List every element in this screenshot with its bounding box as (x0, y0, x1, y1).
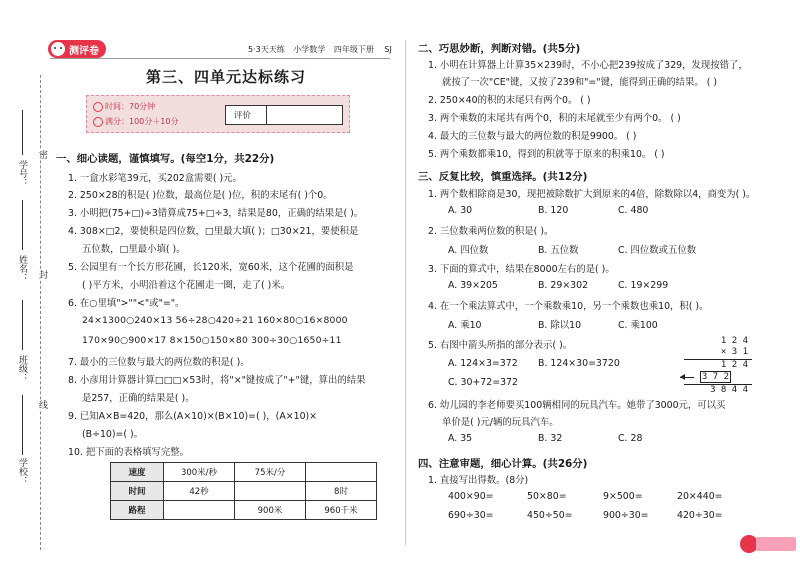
sec3-title: 三、反复比较，慎重选择。(共12分) (418, 171, 588, 183)
sec3-q3-opt-a[interactable]: A. 39×205 (448, 280, 498, 291)
sec2-q2[interactable]: 2. 250×40的积的末尾只有两个0。 ( ) (428, 95, 591, 106)
calc-item[interactable]: 420÷30= (677, 510, 723, 521)
table-cell: 42秒 (164, 482, 235, 501)
sec3-q2[interactable]: 2. 三位数乘两位数的积是( )。 (428, 226, 554, 237)
sec3-q4[interactable]: 4. 在一个乘法算式中，一个乘数乘10，另一个乘数也乘10，积( )。 (428, 301, 709, 312)
time-limit: 时间：70分钟 (105, 102, 156, 111)
sec2-q4[interactable]: 4. 最大的三位数与最大的两位数的积是9900。 ( ) (428, 131, 637, 142)
calc-item[interactable]: 690÷30= (448, 510, 494, 521)
sec3-q2-opt-c[interactable]: C. 四位数或五位数 (618, 245, 697, 256)
label-name: 姓名： (17, 255, 27, 282)
info-box (86, 95, 350, 133)
table-row (111, 482, 377, 501)
sec1-q9-line1[interactable]: 9. 已知A×B=420，那么(A×10)×(B×10)=( )，(A×10)× (68, 411, 318, 422)
mascot-icon (50, 41, 66, 57)
sec1-q6-row1[interactable]: 24×1300○240×13 56÷28○420÷21 160×80○16×8000 (82, 315, 348, 326)
sec1-q4-line2[interactable]: 五位数，□里最小填( )。 (82, 244, 186, 255)
table-cell-header: 路程 (111, 501, 164, 520)
calc-item[interactable]: 20×440= (677, 491, 723, 502)
sec3-q1-opt-c[interactable]: C. 480 (618, 205, 649, 216)
speed-time-distance-table (110, 462, 377, 520)
field-name[interactable] (22, 200, 23, 250)
logo-badge (48, 40, 106, 58)
table-cell: 300米/秒 (164, 463, 235, 482)
sec3-q6-line2[interactable]: 单价是( )元/辆的玩具汽车。 (442, 417, 559, 428)
sec3-q5-opt-c[interactable]: C. 30+72=372 (448, 377, 518, 388)
sec3-q3-opt-b[interactable]: B. 29×302 (538, 280, 589, 291)
table-row (111, 501, 377, 520)
table-row (111, 463, 377, 482)
table-cell-blank[interactable] (306, 463, 377, 482)
sec4-title: 四、注意审题，细心计算。(共26分) (418, 458, 588, 470)
clock-icon (93, 102, 103, 112)
header-edition: SJ (384, 45, 392, 54)
sec3-q6-opt-c[interactable]: C. 28 (618, 433, 643, 444)
sec3-q4-opt-a[interactable]: A. 乘10 (448, 320, 482, 331)
calc-item[interactable]: 50×80= (527, 491, 567, 502)
sec3-q3-opt-c[interactable]: C. 19×299 (618, 280, 669, 291)
field-class[interactable] (22, 300, 23, 350)
sec1-q8-line2[interactable]: 是257，正确的结果是( )。 (82, 393, 195, 404)
sec3-q6-opt-b[interactable]: B. 32 (538, 433, 563, 444)
sec3-q6-opt-a[interactable]: A. 35 (448, 433, 473, 444)
header-series: 5·3天天练 (248, 45, 285, 54)
table-cell: 8时 (306, 482, 377, 501)
table-cell-blank[interactable] (235, 482, 306, 501)
sec1-q4-line1[interactable]: 4. 308×□2，要使积是四位数，□里最大填( )；□30×21，要使积是 (68, 226, 359, 237)
calc-item[interactable]: 400×90= (448, 491, 494, 502)
header-meta (248, 44, 392, 55)
binding-line (40, 75, 41, 550)
sec2-q5[interactable]: 5. 两个乘数都乘10，得到的积就等于原来的积乘10。 ( ) (428, 149, 665, 160)
label-number: 学号： (17, 160, 27, 187)
logo-text: 测评卷 (69, 46, 99, 57)
sec1-q1[interactable]: 1. 一盒水彩笔39元，买202盒需要( )元。 (68, 173, 242, 184)
label-class: 班级： (17, 355, 27, 382)
sec3-q4-opt-b[interactable]: B. 除以10 (538, 320, 582, 331)
sec1-q8-line1[interactable]: 8. 小彦用计算器计算□□□×53时，将"×"键按成了"+"键，算出的结果 (68, 375, 366, 386)
calc-item[interactable]: 900÷30= (603, 510, 649, 521)
sec1-q6: 6. 在○里填">""<"或"="。 (68, 298, 185, 309)
full-score: 满分：100分＋10分 (105, 117, 179, 126)
sec2-q1-line2[interactable]: 就按了一次"CE"键，又按了239和"="键，能得到正确的结果。 ( ) (442, 77, 717, 88)
table-cell: 960千米 (306, 501, 377, 520)
sec3-q2-opt-b[interactable]: B. 五位数 (538, 245, 579, 256)
sec1-title: 一、细心读题，谨慎填写。(每空1分，共22分) (56, 153, 275, 165)
sec1-q10: 10. 把下面的表格填写完整。 (68, 447, 190, 458)
grade-field[interactable] (267, 106, 342, 124)
field-number[interactable] (22, 110, 23, 155)
table-cell-header: 速度 (111, 463, 164, 482)
header-rule (50, 58, 390, 59)
calc-item[interactable]: 450÷50= (527, 510, 573, 521)
grade-label: 评价 (234, 111, 252, 121)
seal-char-3: 线 (37, 400, 47, 409)
calc-item[interactable]: 9×500= (603, 491, 643, 502)
page-title: 第三、四单元达标练习 (146, 68, 307, 86)
header-grade: 四年级下册 (333, 45, 374, 54)
calc-line-2: × 3 1 (720, 347, 748, 357)
sec2-q1-line1: 1. 小明在计算器上计算35×239时，不小心把239按成了329，发现按错了， (428, 60, 748, 71)
table-cell-blank[interactable] (164, 501, 235, 520)
table-cell: 75米/分 (235, 463, 306, 482)
label-school: 学校： (17, 458, 27, 485)
score-icon (93, 117, 103, 127)
sec3-q1[interactable]: 1. 两个数相除商是30，现把被除数扩大到原来的4倍，除数除以4，商变为( )。 (428, 189, 756, 200)
calc-line-3: 1 2 4 (720, 360, 748, 370)
header-subject: 小学数学 (293, 45, 326, 54)
calc-line-5: 3 8 4 4 (710, 385, 748, 395)
seal-char-2: 封 (37, 270, 47, 279)
vertical-multiplication (680, 336, 752, 398)
sec1-q5-line1[interactable]: 5. 公园里有一个长方形花圃，长120米，宽60米，这个花圃的面积是 (68, 262, 354, 273)
sec3-q5-opt-b[interactable]: B. 124×30=3720 (538, 358, 620, 369)
sec3-q5[interactable]: 5. 右图中箭头所指的部分表示( )。 (428, 340, 573, 351)
corner-tab (756, 537, 796, 551)
seal-char-1: 密 (37, 150, 47, 159)
sec3-q3[interactable]: 3. 下面的算式中，结果在8000左右的是( )。 (428, 264, 615, 275)
sec3-q6-line1: 6. 幼儿园的李老师要买100辆相同的玩具汽车。她带了3000元，可以买 (428, 400, 726, 411)
page-divider (405, 40, 406, 545)
sec1-q9-line2[interactable]: (B÷10)=( )。 (82, 429, 144, 440)
sec1-q2[interactable]: 2. 250×28的积是( )位数，最高位是( )位，积的末尾有( )个0。 (68, 190, 333, 201)
table-cell: 900米 (235, 501, 306, 520)
sec4-q1: 1. 直接写出得数。(8分) (428, 475, 529, 486)
calc-line-1: 1 2 4 (720, 336, 748, 346)
field-school[interactable] (22, 395, 23, 455)
sec1-q6-row2[interactable]: 170×90○900×17 8×150○150×80 300÷30○1650÷11 (82, 335, 342, 346)
calc-line-4: 3 7 2 (701, 372, 729, 382)
grade-box (225, 105, 343, 125)
sec1-q5-line2[interactable]: ( )平方米，小明沿着这个花圃走一圈，走了( )米。 (82, 280, 291, 291)
sec3-q1-opt-b[interactable]: B. 120 (538, 205, 569, 216)
sec3-q4-opt-c[interactable]: C. 乘100 (618, 320, 658, 331)
sec3-q2-opt-a[interactable]: A. 四位数 (448, 245, 489, 256)
sec3-q5-opt-a[interactable]: A. 124×3=372 (448, 358, 518, 369)
sec1-q3[interactable]: 3. 小明把(75+□)÷3错算成75+□÷3，结果是80，正确的结果是( )。 (68, 208, 364, 219)
sec3-q1-opt-a[interactable]: A. 30 (448, 205, 473, 216)
sec1-q7[interactable]: 7. 最小的三位数与最大的两位数的积是( )。 (68, 357, 250, 368)
sec2-q3[interactable]: 3. 两个乘数的末尾共有两个0，积的末尾就至少有两个0。 ( ) (428, 113, 681, 124)
table-cell-header: 时间 (111, 482, 164, 501)
sec2-title: 二、巧思妙断，判断对错。(共5分) (418, 43, 581, 55)
